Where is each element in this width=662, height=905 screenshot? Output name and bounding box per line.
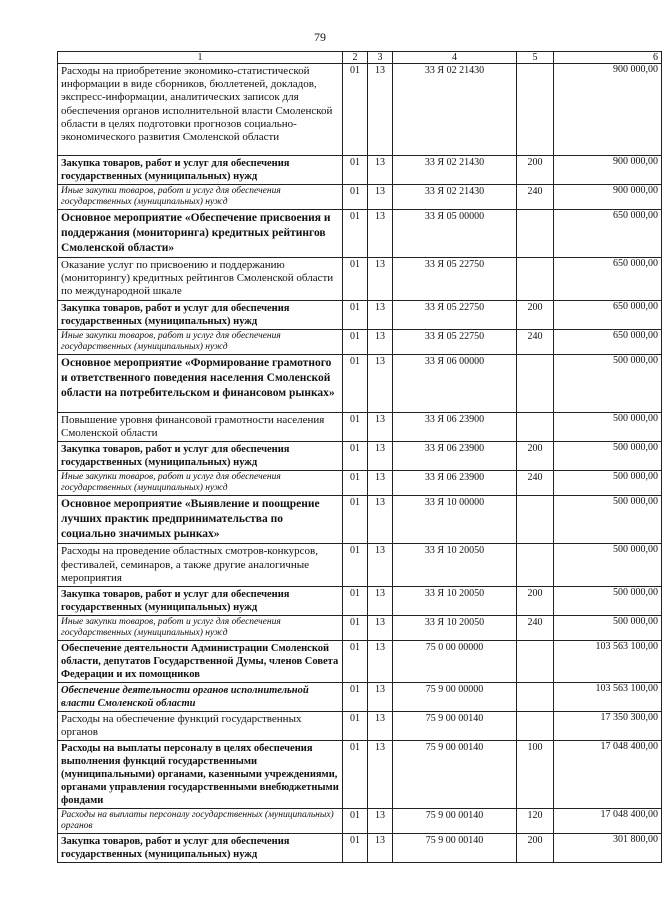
row-section-code: 01 <box>343 64 368 156</box>
row-amount <box>554 355 662 413</box>
row-description: Закупка товаров, работ и услуг для обеспечения государственных (муниципальных) нужд <box>58 156 343 185</box>
amount-value: 103 563 100,00 <box>595 641 658 653</box>
row-section-code: 01 <box>343 544 368 587</box>
row-section-code: 01 <box>343 210 368 258</box>
amount-value: 650 000,00 <box>613 210 658 221</box>
row-target-article: 33 Я 02 21430 <box>393 156 517 185</box>
row-subsection-code: 13 <box>368 834 393 863</box>
row-expense-type: 240 <box>517 330 554 355</box>
row-target-article: 33 Я 10 20050 <box>393 544 517 587</box>
row-subsection-code: 13 <box>368 616 393 641</box>
table-row <box>58 471 662 496</box>
row-expense-type <box>517 544 554 587</box>
amount-value: 500 000,00 <box>613 587 658 599</box>
row-amount <box>554 301 662 330</box>
row-target-article: 33 Я 05 22750 <box>393 330 517 355</box>
row-amount <box>554 64 662 156</box>
row-section-code: 01 <box>343 355 368 413</box>
row-description: Закупка товаров, работ и услуг для обеспечения государственных (муниципальных) нужд <box>58 301 343 330</box>
amount-value: 500 000,00 <box>613 471 658 483</box>
row-subsection-code: 13 <box>368 544 393 587</box>
row-amount <box>554 683 662 712</box>
row-description: Иные закупки товаров, работ и услуг для обеспечения государственных (муниципальных) нужд <box>58 471 343 496</box>
amount-value: 17 048 400,00 <box>600 741 658 753</box>
amount-value: 650 000,00 <box>613 258 658 269</box>
row-amount <box>554 544 662 587</box>
row-expense-type: 240 <box>517 616 554 641</box>
row-description: Иные закупки товаров, работ и услуг для обеспечения государственных (муниципальных) нужд <box>58 185 343 210</box>
row-expense-type: 100 <box>517 741 554 809</box>
row-expense-type: 200 <box>517 156 554 185</box>
row-amount <box>554 834 662 863</box>
row-subsection-code: 13 <box>368 496 393 544</box>
row-amount <box>554 258 662 301</box>
row-section-code: 01 <box>343 641 368 683</box>
row-subsection-code: 13 <box>368 471 393 496</box>
header-col-2: 2 <box>343 52 368 64</box>
row-target-article: 75 9 00 00140 <box>393 834 517 863</box>
row-target-article: 33 Я 05 00000 <box>393 210 517 258</box>
row-description: Повышение уровня финансовой грамотности населения Смоленской области <box>58 413 343 442</box>
row-expense-type: 200 <box>517 442 554 471</box>
row-description: Расходы на обеспечение функций государственных органов <box>58 712 343 741</box>
row-description: Закупка товаров, работ и услуг для обеспечения государственных (муниципальных) нужд <box>58 442 343 471</box>
table-row <box>58 834 662 863</box>
row-description: Оказание услуг по присвоению и поддержанию (мониторингу) кредитных рейтингов Смоленской области по международной шкале <box>58 258 343 301</box>
row-target-article: 33 Я 05 22750 <box>393 301 517 330</box>
row-section-code: 01 <box>343 258 368 301</box>
row-description: Расходы на приобретение экономико-статистической информации в виде сборников, бюллетеней, докладов, экспресс-информации, аналитических записок для обеспечения органов исполнительной власти Смоленской области в целях подготовки прогнозов социально-экономического развития Смоленской области <box>58 64 343 156</box>
row-amount <box>554 587 662 616</box>
row-section-code: 01 <box>343 496 368 544</box>
row-section-code: 01 <box>343 413 368 442</box>
row-expense-type: 200 <box>517 587 554 616</box>
table-row <box>58 301 662 330</box>
row-amount <box>554 442 662 471</box>
table-row <box>58 156 662 185</box>
row-description: Основное мероприятие «Обеспечение присвоения и поддержания (мониторинга) кредитных рейтингов Смоленской области» <box>58 210 343 258</box>
row-expense-type <box>517 641 554 683</box>
row-amount <box>554 809 662 834</box>
table-row <box>58 413 662 442</box>
table-row <box>58 544 662 587</box>
row-target-article: 33 Я 06 23900 <box>393 442 517 471</box>
table-row <box>58 683 662 712</box>
row-expense-type <box>517 496 554 544</box>
row-description: Основное мероприятие «Формирование грамотного и ответственного поведения населения Смоленской области на потребительском и финансовом рынках» <box>58 355 343 413</box>
row-target-article: 33 Я 06 23900 <box>393 471 517 496</box>
header-col-3: 3 <box>368 52 393 64</box>
row-expense-type <box>517 258 554 301</box>
row-subsection-code: 13 <box>368 683 393 712</box>
row-section-code: 01 <box>343 156 368 185</box>
header-row <box>58 52 662 64</box>
row-target-article: 33 Я 10 00000 <box>393 496 517 544</box>
header-col-5: 5 <box>517 52 554 64</box>
row-expense-type <box>517 413 554 442</box>
row-target-article: 33 Я 06 00000 <box>393 355 517 413</box>
row-section-code: 01 <box>343 616 368 641</box>
amount-value: 500 000,00 <box>613 355 658 366</box>
row-amount <box>554 712 662 741</box>
row-target-article: 33 Я 06 23900 <box>393 413 517 442</box>
row-description: Обеспечение деятельности органов исполнительной власти Смоленской области <box>58 683 343 712</box>
amount-value: 103 563 100,00 <box>595 683 658 695</box>
row-description: Основное мероприятие «Выявление и поощрение лучших практик предпринимательства по социально значимых рынках» <box>58 496 343 544</box>
row-section-code: 01 <box>343 809 368 834</box>
row-target-article: 75 0 00 00000 <box>393 641 517 683</box>
row-target-article: 75 9 00 00000 <box>393 683 517 712</box>
table-row <box>58 210 662 258</box>
table-row <box>58 355 662 413</box>
row-amount <box>554 210 662 258</box>
row-amount <box>554 330 662 355</box>
row-amount <box>554 156 662 185</box>
row-section-code: 01 <box>343 330 368 355</box>
row-amount <box>554 496 662 544</box>
row-amount <box>554 413 662 442</box>
table-row <box>58 616 662 641</box>
amount-value: 900 000,00 <box>613 64 658 75</box>
amount-value: 500 000,00 <box>613 616 658 628</box>
amount-value: 900 000,00 <box>613 156 658 167</box>
row-section-code: 01 <box>343 834 368 863</box>
row-section-code: 01 <box>343 471 368 496</box>
row-expense-type <box>517 355 554 413</box>
row-subsection-code: 13 <box>368 355 393 413</box>
row-section-code: 01 <box>343 712 368 741</box>
row-subsection-code: 13 <box>368 258 393 301</box>
row-expense-type: 200 <box>517 834 554 863</box>
table-row <box>58 809 662 834</box>
header-col-6: 6 <box>554 52 662 64</box>
row-subsection-code: 13 <box>368 442 393 471</box>
row-expense-type <box>517 64 554 156</box>
row-subsection-code: 13 <box>368 741 393 809</box>
row-subsection-code: 13 <box>368 185 393 210</box>
row-subsection-code: 13 <box>368 641 393 683</box>
row-expense-type: 120 <box>517 809 554 834</box>
row-expense-type: 200 <box>517 301 554 330</box>
row-target-article: 75 9 00 00140 <box>393 741 517 809</box>
row-subsection-code: 13 <box>368 330 393 355</box>
table-row <box>58 185 662 210</box>
row-subsection-code: 13 <box>368 156 393 185</box>
row-amount <box>554 471 662 496</box>
row-expense-type <box>517 210 554 258</box>
row-description: Расходы на выплаты персоналу государственных (муниципальных) органов <box>58 809 343 834</box>
row-target-article: 75 9 00 00140 <box>393 712 517 741</box>
row-section-code: 01 <box>343 587 368 616</box>
row-subsection-code: 13 <box>368 301 393 330</box>
row-section-code: 01 <box>343 683 368 712</box>
row-description: Закупка товаров, работ и услуг для обеспечения государственных (муниципальных) нужд <box>58 834 343 863</box>
row-expense-type <box>517 683 554 712</box>
amount-value: 17 048 400,00 <box>600 809 658 821</box>
row-amount <box>554 616 662 641</box>
row-subsection-code: 13 <box>368 413 393 442</box>
amount-value: 500 000,00 <box>613 413 658 424</box>
table-row <box>58 496 662 544</box>
row-target-article: 33 Я 02 21430 <box>393 64 517 156</box>
amount-value: 900 000,00 <box>613 185 658 196</box>
row-section-code: 01 <box>343 741 368 809</box>
row-description: Расходы на проведение областных смотров-конкурсов, фестивалей, семинаров, а также другие аналогичные мероприятия <box>58 544 343 587</box>
amount-value: 650 000,00 <box>613 301 658 312</box>
row-target-article: 33 Я 05 22750 <box>393 258 517 301</box>
row-expense-type <box>517 712 554 741</box>
table-row <box>58 258 662 301</box>
row-target-article: 75 9 00 00140 <box>393 809 517 834</box>
row-amount <box>554 185 662 210</box>
row-target-article: 33 Я 10 20050 <box>393 587 517 616</box>
row-section-code: 01 <box>343 185 368 210</box>
table-row <box>58 330 662 355</box>
amount-value: 301 800,00 <box>613 834 658 846</box>
amount-value: 500 000,00 <box>613 442 658 454</box>
row-description: Обеспечение деятельности Администрации Смоленской области, депутатов Государственной Думы, членов Совета Федерации и их помощников <box>58 641 343 683</box>
row-subsection-code: 13 <box>368 64 393 156</box>
header-col-1: 1 <box>58 52 343 64</box>
row-expense-type: 240 <box>517 471 554 496</box>
row-subsection-code: 13 <box>368 587 393 616</box>
amount-value: 500 000,00 <box>613 544 658 556</box>
row-subsection-code: 13 <box>368 210 393 258</box>
row-target-article: 33 Я 02 21430 <box>393 185 517 210</box>
budget-table <box>57 51 662 863</box>
row-amount <box>554 741 662 809</box>
row-target-article: 33 Я 10 20050 <box>393 616 517 641</box>
table-row <box>58 64 662 156</box>
table-row <box>58 641 662 683</box>
row-description: Расходы на выплаты персоналу в целях обеспечения выполнения функций государственными (муниципальными) органами, казенными учреждениями, органами управления государственными внебюджетными фондами <box>58 741 343 809</box>
row-description: Иные закупки товаров, работ и услуг для обеспечения государственных (муниципальных) нужд <box>58 330 343 355</box>
row-section-code: 01 <box>343 442 368 471</box>
table-row <box>58 712 662 741</box>
row-amount <box>554 641 662 683</box>
table-row <box>58 741 662 809</box>
table-row <box>58 587 662 616</box>
row-description: Иные закупки товаров, работ и услуг для обеспечения государственных (муниципальных) нужд <box>58 616 343 641</box>
row-expense-type: 240 <box>517 185 554 210</box>
header-col-4: 4 <box>393 52 517 64</box>
amount-value: 650 000,00 <box>613 330 658 341</box>
table-body <box>58 64 662 863</box>
amount-value: 17 350 300,00 <box>600 712 658 724</box>
row-section-code: 01 <box>343 301 368 330</box>
row-description: Закупка товаров, работ и услуг для обеспечения государственных (муниципальных) нужд <box>58 587 343 616</box>
row-subsection-code: 13 <box>368 809 393 834</box>
table-row <box>58 442 662 471</box>
amount-value: 500 000,00 <box>613 496 658 508</box>
row-subsection-code: 13 <box>368 712 393 741</box>
page-number: 79 <box>314 30 326 44</box>
